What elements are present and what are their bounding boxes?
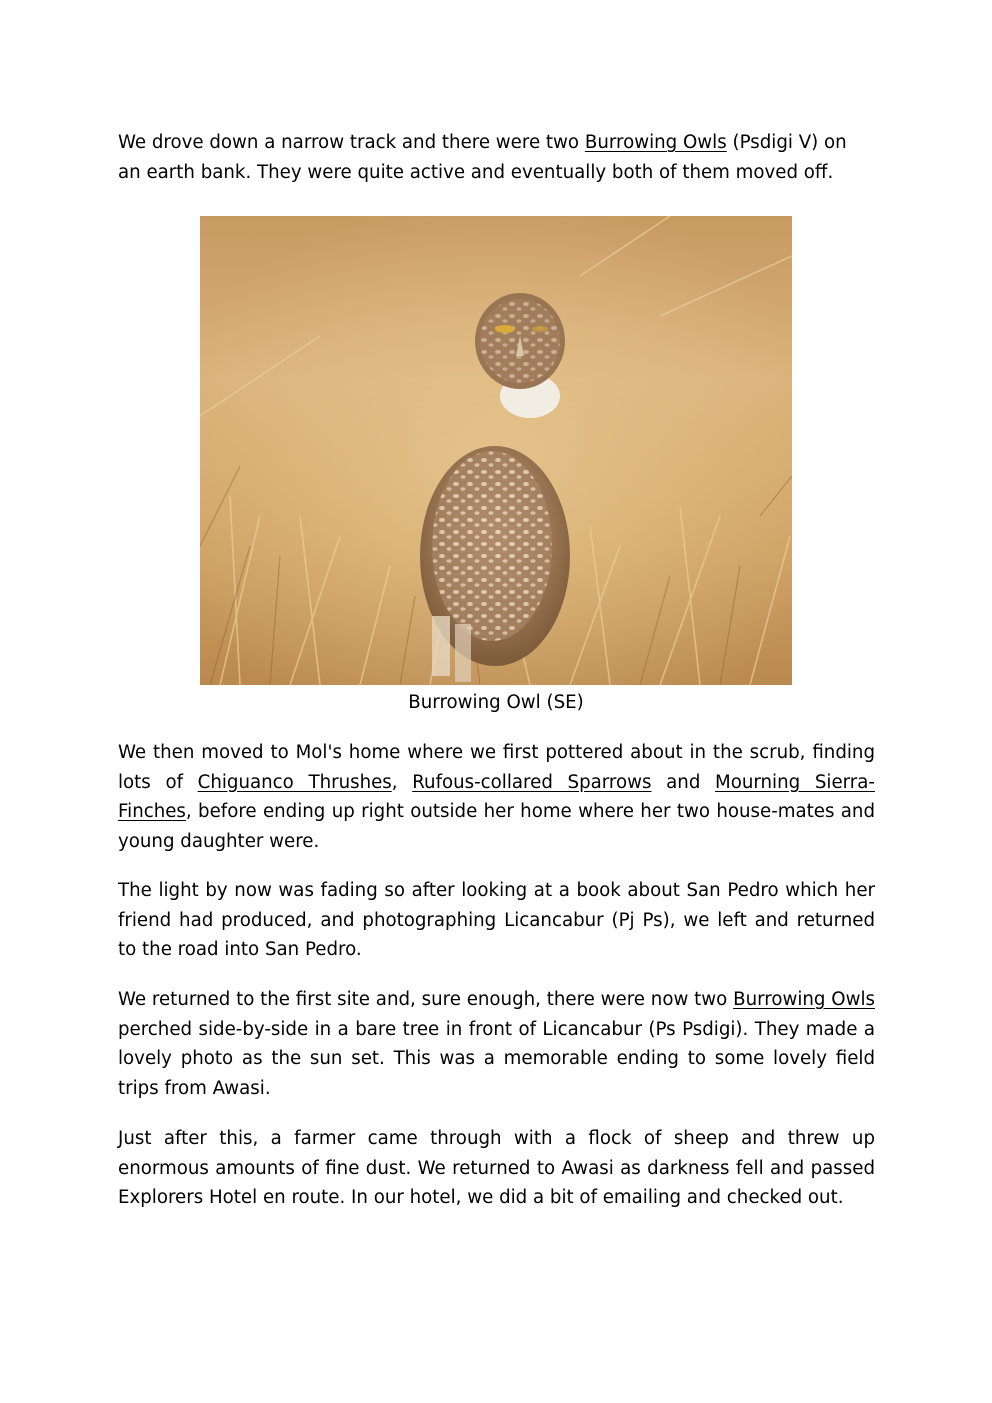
para2-text-4: , before ending up right outside her home where her two house-mates and young daughter were. [118, 801, 875, 852]
link-burrowing-owls: Burrowing Owls [584, 132, 727, 153]
para2-text-3: and [651, 771, 716, 793]
paragraph-light-fading: The light by now was fading so after looking at a book about San Pedro which her friend had produced, and photographing Licancabur (Pj Ps), we left and returned to the road into San Pedro. [118, 880, 875, 960]
para1-text-before: We drove down a narrow track and there were two [118, 132, 585, 153]
owl-photo-illustration [200, 216, 792, 685]
paragraph-return-first-site [118, 985, 875, 1103]
para4-text-1: We returned to the first site and, sure enough, there were now two [118, 989, 734, 1010]
paragraph-mols-home [118, 738, 875, 856]
burrowing-owl-photo [200, 216, 792, 685]
link-burrowing-owls-2: Burrowing Owls [733, 989, 875, 1010]
link-chiguanco-thrushes: Chiguanco Thrushes [197, 771, 392, 793]
photo-caption: Burrowing Owl (SE) [408, 692, 584, 713]
link-mourning-sierra-finches: Mourning Sierra-Finches [118, 771, 875, 822]
link-rufous-collared-sparrows: Rufous-collared Sparrows [412, 771, 652, 793]
paragraph-burrowing-owls-intro [118, 128, 875, 187]
para1-text-after: (Psdigi V) on an earth bank. They were quite active and eventually both of them moved off. [118, 132, 847, 183]
para2-text-1: We then moved to Mol's home where we first pottered about in the scrub, finding lots of [118, 742, 875, 793]
paragraph-farmer-sheep: Just after this, a farmer came through with a flock of sheep and threw up enormous amounts of fine dust. We returned to Awasi as darkness fell and passed Explorers Hotel en route. In our hotel, we did a bit of emailing and checked out. [118, 1128, 875, 1208]
para4-text-2: perched side-by-side in a bare tree in front of Licancabur (Ps Psdigi). They made a lovely photo as the sun set. This was a memorable ending to some lovely field trips from Awasi. [118, 1018, 875, 1099]
para2-text-2: , [391, 771, 413, 793]
